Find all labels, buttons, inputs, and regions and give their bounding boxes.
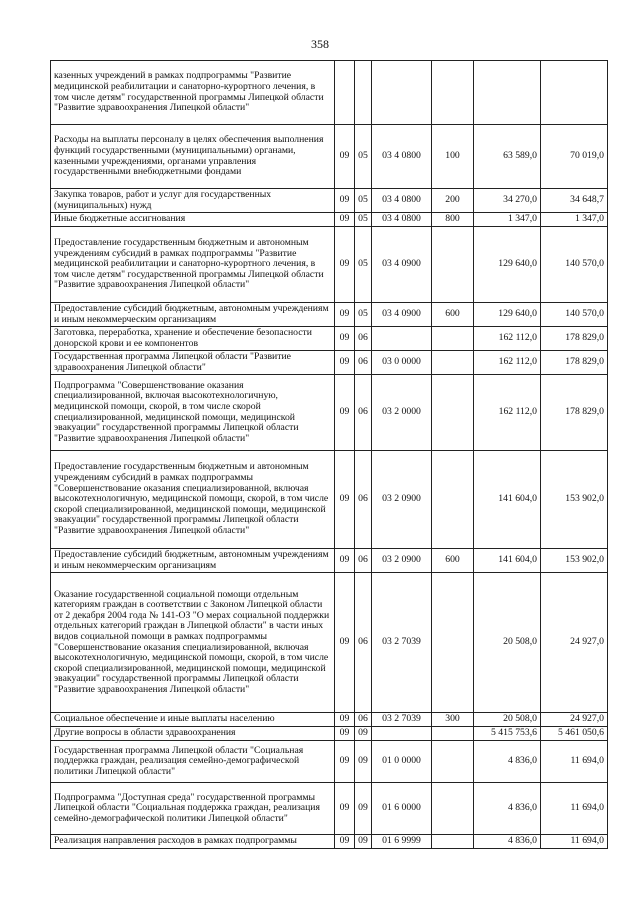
row-section: 09 — [335, 189, 355, 213]
row-name: Предоставление субсидий бюджетным, автономным учреждениям и иным некоммерческим организациям — [51, 549, 335, 573]
row-section: 09 — [335, 375, 355, 451]
row-target: 03 4 0800 — [372, 189, 432, 213]
row-expense-type — [432, 375, 474, 451]
row-expense-type — [432, 451, 474, 549]
row-sum-2: 178 829,0 — [541, 375, 608, 451]
row-subsection: 06 — [355, 351, 372, 375]
row-subsection: 05 — [355, 189, 372, 213]
table-row — [51, 303, 608, 327]
row-name: Предоставление государственным бюджетным и автономным учреждениям субсидий в рамках подпрограммы "Совершенствование оказания специализированной, включая высокотехнологичную, медицинской помощи, скорой, в том числе скорой специализированной, медицинской помощи, медицинской эвакуации" государственной программы Липецкой области "Развитие здравоохранения Липецкой области" — [51, 451, 335, 549]
row-sum-2: 153 902,0 — [541, 451, 608, 549]
page-number: 358 — [311, 37, 329, 51]
row-expense-type: 600 — [432, 303, 474, 327]
row-name: Государственная программа Липецкой области "Развитие здравоохранения Липецкой области" — [51, 351, 335, 375]
row-expense-type: 800 — [432, 213, 474, 227]
row-name: Подпрограмма "Доступная среда" государственной программы Липецкой области "Социальная поддержка граждан, реализация семейно-демографической политики Липецкой области" — [51, 783, 335, 835]
row-sum-1: 162 112,0 — [474, 375, 541, 451]
row-subsection: 06 — [355, 549, 372, 573]
table-row — [51, 713, 608, 727]
row-expense-type — [432, 61, 474, 125]
table-row — [51, 351, 608, 375]
row-subsection: 05 — [355, 213, 372, 227]
row-sum-2: 1 347,0 — [541, 213, 608, 227]
row-subsection: 05 — [355, 125, 372, 189]
row-name: Предоставление государственным бюджетным и автономным учреждениям субсидий в рамках подпрограммы "Развитие медицинской реабилитации и санаторно-курортного лечения, в том числе детям" государственной программы Липецкой области "Развитие здравоохранения Липецкой области" — [51, 227, 335, 303]
row-section: 09 — [335, 573, 355, 713]
row-sum-2: 11 694,0 — [541, 835, 608, 849]
row-expense-type — [432, 835, 474, 849]
row-name: Закупка товаров, работ и услуг для государственных (муниципальных) нужд — [51, 189, 335, 213]
row-sum-2: 140 570,0 — [541, 303, 608, 327]
row-section: 09 — [335, 835, 355, 849]
row-target — [372, 727, 432, 741]
table-row — [51, 61, 608, 125]
row-sum-1: 141 604,0 — [474, 451, 541, 549]
row-target: 03 2 0900 — [372, 549, 432, 573]
row-expense-type: 300 — [432, 713, 474, 727]
row-sum-1: 20 508,0 — [474, 713, 541, 727]
row-name: Реализация направления расходов в рамках подпрограммы — [51, 835, 335, 849]
row-name: казенных учреждений в рамках подпрограммы "Развитие медицинской реабилитации и санаторно-курортного лечения, в том числе детям" государственной программы Липецкой области "Развитие здравоохранения Липецкой области" — [51, 61, 335, 125]
table-row — [51, 549, 608, 573]
row-subsection: 06 — [355, 327, 372, 351]
row-sum-1 — [474, 61, 541, 125]
table-row — [51, 727, 608, 741]
table-row — [51, 213, 608, 227]
row-target: 03 4 0900 — [372, 303, 432, 327]
row-name: Предоставление субсидий бюджетным, автономным учреждениям и иным некоммерческим организациям — [51, 303, 335, 327]
row-sum-1: 129 640,0 — [474, 227, 541, 303]
table-row — [51, 327, 608, 351]
row-sum-2: 70 019,0 — [541, 125, 608, 189]
row-sum-2: 5 461 050,6 — [541, 727, 608, 741]
row-expense-type — [432, 227, 474, 303]
row-section: 09 — [335, 213, 355, 227]
row-expense-type: 100 — [432, 125, 474, 189]
row-target: 01 6 0000 — [372, 783, 432, 835]
row-expense-type — [432, 741, 474, 783]
row-expense-type — [432, 727, 474, 741]
row-section: 09 — [335, 125, 355, 189]
row-sum-2: 11 694,0 — [541, 783, 608, 835]
row-name: Заготовка, переработка, хранение и обеспечение безопасности донорской крови и ее компонентов — [51, 327, 335, 351]
row-name: Иные бюджетные ассигнования — [51, 213, 335, 227]
row-sum-1: 141 604,0 — [474, 549, 541, 573]
row-subsection: 06 — [355, 713, 372, 727]
row-target: 03 2 0900 — [372, 451, 432, 549]
row-sum-2: 24 927,0 — [541, 573, 608, 713]
row-expense-type: 600 — [432, 549, 474, 573]
row-sum-1: 162 112,0 — [474, 351, 541, 375]
row-target: 03 4 0800 — [372, 213, 432, 227]
row-sum-1: 1 347,0 — [474, 213, 541, 227]
row-section: 09 — [335, 727, 355, 741]
table-row — [51, 741, 608, 783]
row-sum-1: 162 112,0 — [474, 327, 541, 351]
row-subsection: 09 — [355, 727, 372, 741]
row-section: 09 — [335, 549, 355, 573]
row-target: 03 2 0000 — [372, 375, 432, 451]
table-row — [51, 451, 608, 549]
row-target: 03 2 7039 — [372, 573, 432, 713]
row-target: 01 0 0000 — [372, 741, 432, 783]
row-subsection: 09 — [355, 835, 372, 849]
table-row — [51, 227, 608, 303]
row-section — [335, 61, 355, 125]
row-subsection: 09 — [355, 741, 372, 783]
row-subsection: 09 — [355, 783, 372, 835]
row-sum-1: 5 415 753,6 — [474, 727, 541, 741]
row-sum-1: 129 640,0 — [474, 303, 541, 327]
row-section: 09 — [335, 227, 355, 303]
table-row — [51, 573, 608, 713]
row-sum-1: 4 836,0 — [474, 783, 541, 835]
row-sum-2: 11 694,0 — [541, 741, 608, 783]
row-expense-type — [432, 783, 474, 835]
row-sum-2 — [541, 61, 608, 125]
row-sum-2: 24 927,0 — [541, 713, 608, 727]
row-expense-type — [432, 573, 474, 713]
row-name: Подпрограмма "Совершенствование оказания специализированной, включая высокотехнологичную, медицинской помощи, скорой, в том числе скорой специализированной, медицинской помощи, медицинской эвакуации" государственной программы Липецкой области "Развитие здравоохранения Липецкой области" — [51, 375, 335, 451]
row-subsection: 05 — [355, 227, 372, 303]
row-name: Государственная программа Липецкой области "Социальная поддержка граждан, реализация семейно-демографической политики Липецкой области" — [51, 741, 335, 783]
row-section: 09 — [335, 327, 355, 351]
row-subsection: 06 — [355, 375, 372, 451]
row-sum-2: 34 648,7 — [541, 189, 608, 213]
row-sum-1: 4 836,0 — [474, 835, 541, 849]
row-target: 01 6 9999 — [372, 835, 432, 849]
row-section: 09 — [335, 303, 355, 327]
row-sum-1: 63 589,0 — [474, 125, 541, 189]
row-section: 09 — [335, 741, 355, 783]
row-name: Другие вопросы в области здравоохранения — [51, 727, 335, 741]
row-name: Оказание государственной социальной помощи отдельным категориям граждан в соответствии с Законом Липецкой области от 2 декабря 2004 года № 141-ОЗ "О мерах социальной поддержки отдельных категорий граждан в Липецкой области" в части иных видов социальной помощи в рамках подпрограммы "Совершенствование оказания специализированной, включая высокотехнологичную, медицинской помощи, скорой, в том числе скорой специализированной, медицинской помощи, медицинской эвакуации" государственной программы Липецкой области "Развитие здравоохранения Липецкой области" — [51, 573, 335, 713]
row-expense-type — [432, 327, 474, 351]
row-sum-1: 4 836,0 — [474, 741, 541, 783]
row-target: 03 4 0800 — [372, 125, 432, 189]
table-row — [51, 125, 608, 189]
row-expense-type: 200 — [432, 189, 474, 213]
row-section: 09 — [335, 351, 355, 375]
row-subsection — [355, 61, 372, 125]
row-sum-2: 140 570,0 — [541, 227, 608, 303]
budget-table — [50, 60, 608, 849]
row-section: 09 — [335, 713, 355, 727]
row-section: 09 — [335, 451, 355, 549]
row-target — [372, 61, 432, 125]
row-sum-2: 178 829,0 — [541, 327, 608, 351]
table-row — [51, 189, 608, 213]
row-target: 03 4 0900 — [372, 227, 432, 303]
table-row — [51, 783, 608, 835]
row-subsection: 06 — [355, 451, 372, 549]
row-subsection: 05 — [355, 303, 372, 327]
row-sum-1: 34 270,0 — [474, 189, 541, 213]
table-row — [51, 835, 608, 849]
row-target: 03 2 7039 — [372, 713, 432, 727]
row-sum-2: 178 829,0 — [541, 351, 608, 375]
row-sum-1: 20 508,0 — [474, 573, 541, 713]
row-name: Расходы на выплаты персоналу в целях обеспечения выполнения функций государственными (муниципальными) органами, казенными учреждениями, органами управления государственными внебюджетными фондами — [51, 125, 335, 189]
row-subsection: 06 — [355, 573, 372, 713]
row-sum-2: 153 902,0 — [541, 549, 608, 573]
row-name: Социальное обеспечение и иные выплаты населению — [51, 713, 335, 727]
row-target: 03 0 0000 — [372, 351, 432, 375]
table-row — [51, 375, 608, 451]
row-section: 09 — [335, 783, 355, 835]
row-expense-type — [432, 351, 474, 375]
row-target — [372, 327, 432, 351]
